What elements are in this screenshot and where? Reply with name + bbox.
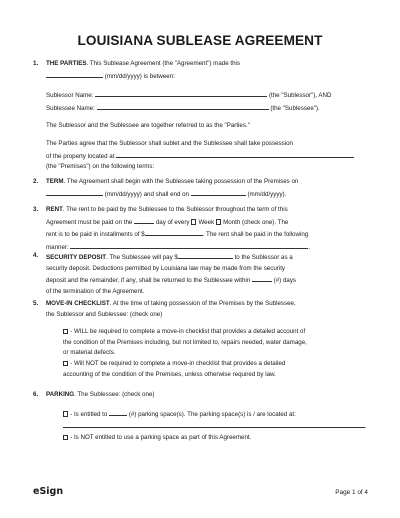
parking-location-field[interactable] <box>63 420 365 428</box>
parking-spaces-field[interactable] <box>109 408 127 416</box>
deposit-text: . The Sublessee will pay $ <box>106 254 178 261</box>
page-number: Page 1 of 4 <box>335 489 368 496</box>
option-text: or material defects. <box>63 349 116 357</box>
installment-amount-field[interactable] <box>145 228 203 236</box>
deposit-text-5: (#) days <box>273 277 297 285</box>
week-checkbox[interactable] <box>191 219 196 224</box>
document-title: LOUISIANA SUBLEASE AGREEMENT <box>77 33 323 48</box>
rent-text-5: . The rent shall be paid in the following <box>202 231 309 239</box>
checklist-will-checkbox[interactable] <box>63 329 68 334</box>
property-address-field[interactable] <box>116 150 354 158</box>
rent-text-4: rent is to be paid in installments of $ <box>46 231 145 239</box>
month-label: Month (check one). The <box>223 218 289 226</box>
sublessee-role: (the "Sublessee"). <box>270 104 320 112</box>
section-heading: SECURITY DEPOSIT <box>46 254 107 261</box>
section-number: 2. <box>33 178 39 185</box>
return-days-field[interactable] <box>252 274 272 282</box>
week-label: Week <box>198 218 215 226</box>
parking-entitled-checkbox[interactable] <box>63 411 68 416</box>
section-move-in-checklist <box>33 299 368 380</box>
agreement-date-field[interactable] <box>46 70 103 78</box>
parking-intro: . The Sublessee: (check one) <box>74 391 155 398</box>
parties-intro: . This Sublease Agreement (the "Agreement") made this <box>86 60 240 67</box>
start-date-field[interactable] <box>46 188 103 196</box>
rent-text-3: day of every <box>155 218 190 226</box>
section-security-deposit <box>33 251 368 297</box>
deposit-text-3: security deposit. Deductions permitted by Louisiana law may be made from the security <box>46 264 286 272</box>
checklist-option-will-not <box>63 359 368 380</box>
section-heading: RENT <box>46 206 63 213</box>
deposit-text-4: deposit and the remainder, if any, shall be returned to the Sublessee within <box>46 277 251 285</box>
option-text: - Is NOT entitled to use a parking space as part of this Agreement. <box>70 433 252 441</box>
section-heading: PARKING <box>46 391 75 398</box>
manner-label: manner: <box>46 243 69 251</box>
rent-text-2: Agreement must be paid on the <box>46 218 133 226</box>
section-number: 1. <box>33 60 39 67</box>
term-text-2: (mm/dd/yyyy) and shall end on <box>104 190 189 198</box>
option-text: - Is entitled to <box>70 410 108 418</box>
option-text: the condition of the Premises including, but not limited to, repairs needed, water damage, <box>63 338 307 346</box>
esign-logo: eSign <box>33 486 64 497</box>
option-text: accounting of the condition of the Premises, unless otherwise required by law. <box>63 370 276 378</box>
section-number: 3. <box>33 206 39 213</box>
checklist-text: . At the time of taking possession of the Premises by the Sublessee, <box>109 300 296 307</box>
sublessor-role: (the "Sublessor"), AND <box>268 92 332 100</box>
deposit-text-2: to the Sublessor as a <box>234 254 293 261</box>
deposit-text-6: of the termination of the Agreement. <box>46 287 145 295</box>
option-text: - Will NOT be required to complete a move-in checklist that provides a detailed <box>70 359 286 367</box>
rent-text: . The rent to be paid by the Sublessee to the Sublessor throughout the term of this <box>62 206 288 213</box>
rent-day-field[interactable] <box>134 216 154 224</box>
section-heading: TERM <box>46 178 64 185</box>
section-rent: 3. RENT. The rent to be paid by the Sublessee to the Sublessor throughout the term of this Agreement must be paid on the day of every Week Month (check one). The rent is to be paid in installments of $ . The rent shall be paid in the following manner: . <box>33 206 311 251</box>
section-number: 6. <box>33 391 39 398</box>
sublessor-name-field[interactable] <box>95 89 267 97</box>
term-text: . The Agreement shall begin with the Sublessee taking possession of the Premises on <box>63 178 299 185</box>
option-text: (#) parking space(s). The parking space(s) is / are located at: <box>128 410 296 418</box>
section-number: 5. <box>33 300 39 307</box>
parking-option-not-entitled <box>63 433 368 444</box>
date-format-text: (mm/dd/yyyy) is between: <box>104 72 175 80</box>
parking-option-entitled: - Is entitled to (#) parking space(s). The parking space(s) is / are located at: . <box>63 408 368 433</box>
premises-definition: (the "Premises") on the following terms: <box>46 163 155 171</box>
sublessor-label: Sublessor Name: <box>46 92 94 100</box>
sublessee-name-field[interactable] <box>97 102 269 110</box>
section-parking <box>33 390 368 443</box>
parties-definition: The Sublessor and the Sublessee are together referred to as the "Parties." <box>46 122 250 130</box>
month-checkbox[interactable] <box>216 219 221 224</box>
checklist-text-2: the Sublessor and Sublessee: (check one) <box>46 310 163 318</box>
section-number: 4. <box>33 252 39 259</box>
section-heading: MOVE-IN CHECKLIST <box>46 300 110 307</box>
sublessee-label: Sublessee Name: <box>46 104 95 112</box>
option-text: - WILL be required to complete a move-in checklist that provides a detailed account of <box>70 328 306 336</box>
section-heading: THE PARTIES <box>46 60 87 67</box>
term-text-3: (mm/dd/yyyy). <box>247 190 287 198</box>
checklist-will-not-checkbox[interactable] <box>63 361 68 366</box>
agreement-text: The Parties agree that the Sublessor shall sublet and the Sublessee shall take possession <box>46 139 293 147</box>
checklist-option-will <box>63 327 368 359</box>
end-date-field[interactable] <box>191 188 246 196</box>
deposit-amount-field[interactable] <box>178 251 233 259</box>
section-term <box>33 177 368 200</box>
payment-manner-field[interactable] <box>70 241 308 249</box>
section-parties <box>33 59 368 173</box>
property-label: of the property located at <box>46 152 115 160</box>
parking-not-entitled-checkbox[interactable] <box>63 435 68 440</box>
